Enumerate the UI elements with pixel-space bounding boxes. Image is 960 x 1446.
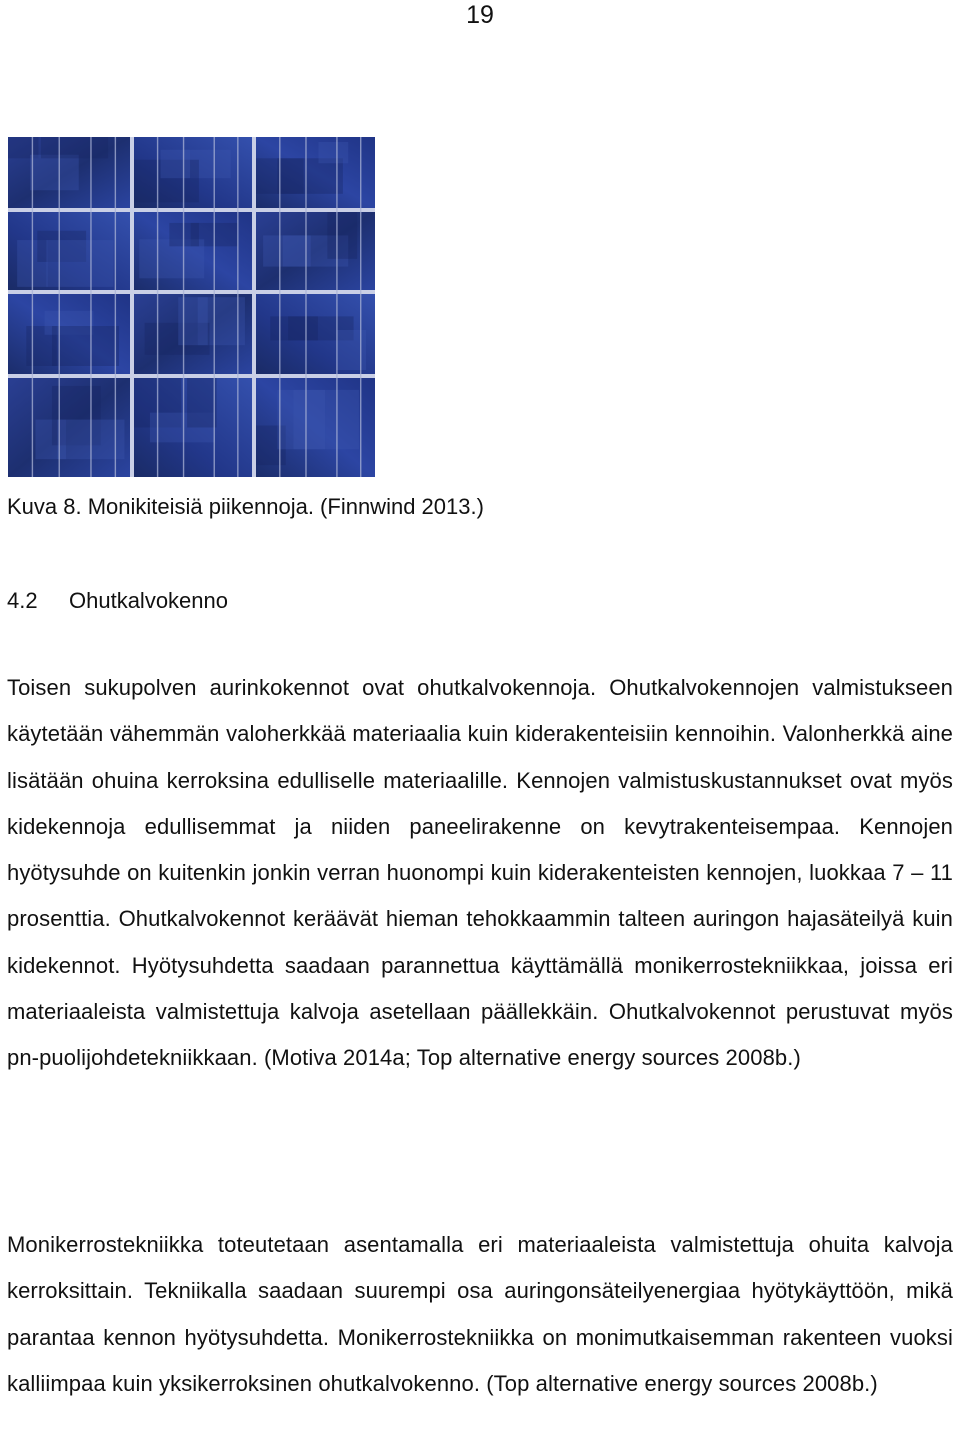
- crystal-grain: [187, 378, 217, 428]
- crystal-grain: [46, 240, 113, 287]
- crystal-grain: [277, 390, 325, 449]
- crystal-grain: [336, 330, 366, 370]
- polycrystalline-solar-cells-photo: [8, 137, 375, 477]
- crystal-grain: [161, 150, 191, 178]
- crystal-grain: [178, 297, 208, 345]
- crystal-grain: [270, 316, 318, 340]
- section-title: Ohutkalvokenno: [69, 588, 228, 613]
- body-paragraph: Monikerrostekniikka toteutetaan asentamalla eri materiaaleista valmistettuja ohuita kalvoja kerroksittain. Tekniikalla saadaan suurempi osa auringonsäteilyenergiaa hyötykäyttöön, mikä parantaa kennon hyötysuhdetta. Monikerrostekniikka on monimutkaisemman rakenteen vuoksi kalliimpaa kuin yksikerroksinen ohutkalvokenno. (Top alternative energy sources 2008b.): [7, 1232, 953, 1396]
- crystal-grain: [52, 326, 119, 366]
- page-number: 19: [466, 1, 494, 29]
- section-heading: [7, 586, 228, 616]
- section-number: 4.2: [7, 588, 38, 613]
- crystal-grain: [41, 137, 108, 158]
- crystal-grain: [327, 212, 357, 259]
- solar-cells-image: [8, 137, 375, 477]
- crystal-grain: [263, 235, 311, 266]
- body-paragraph: Toisen sukupolven aurinkokennot ovat ohutkalvokennoja. Ohutkalvokennojen valmistukseen käytetään vähemmän valoherkkää materiaalia kuin kiderakenteisiin kennoihin. Valonherkkä aine lisätään ohuina kerroksina edulliselle materiaalille. Kennojen valmistuskustannukset ovat myös kidekennoja edullisemmat ja niiden paneelirakenne on kevytrakenteisempaa. Kennojen hyötysuhde on kuitenkin jonkin verran huonompi kuin kiderakenteisten kennojen, luokkaa 7 – 11 prosenttia. Ohutkalvokennot keräävät hieman tehokkaammin talteen auringon hajasäteilyä kuin kidekennot. Hyötysuhdetta saadaan parannettua käyttämällä monikerrostekniikkaa, joissa eri materiaaleista valmistettuja kalvoja asetellaan päällekkäin. Ohutkalvokennot perustuvat myös pn-puolijohdetekniikkaan. (Motiva 2014a; Top alternative energy sources 2008b.): [7, 675, 953, 1071]
- crystal-grain: [318, 142, 348, 163]
- crystal-grain: [30, 155, 79, 191]
- figure-caption: Kuva 8. Monikiteisiä piikennoja. (Finnwind 2013.): [7, 494, 484, 519]
